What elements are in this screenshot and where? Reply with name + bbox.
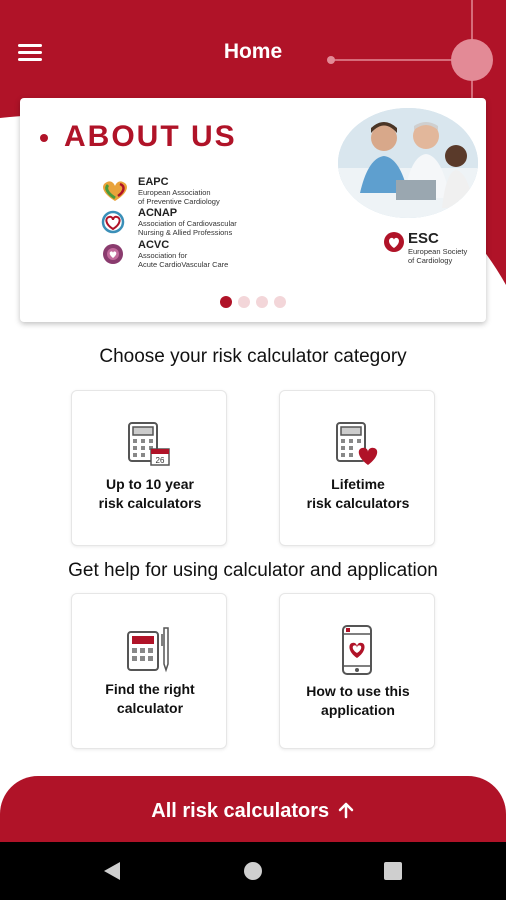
tile-label [280, 682, 436, 720]
calendar-day: 26 [155, 456, 165, 465]
association-abbr: ACVC [138, 239, 170, 251]
app-header [0, 0, 506, 100]
page-indicator-4[interactable] [274, 296, 286, 308]
esc-name-line1: European Society [408, 247, 468, 256]
association-acnap [98, 207, 237, 237]
bottom-label [0, 800, 506, 823]
back-triangle-icon[interactable] [102, 860, 122, 882]
tile-label-line2: application [321, 702, 395, 718]
association-name-line2: Nursing & Allied Professions [138, 228, 233, 237]
eapc-logo-icon [98, 179, 132, 203]
association-name-line2: of Preventive Cardiology [138, 197, 220, 206]
tile-label [280, 475, 436, 513]
tile-label-line2: risk calculators [306, 495, 410, 511]
tile-label-line1: Up to 10 year [106, 476, 194, 492]
tile-label-line1: Find the right [105, 681, 195, 697]
phone-heart-icon [340, 624, 374, 676]
section-title-category: Choose your risk calculator category [99, 346, 407, 367]
association-abbr: EAPC [138, 176, 169, 188]
about-carousel[interactable] [20, 98, 486, 322]
calculator-pen-icon [126, 626, 172, 674]
association-acvc [98, 239, 228, 269]
tile-label [72, 475, 228, 513]
association-eapc [98, 176, 220, 206]
esc-logo [382, 231, 467, 265]
calculator-calendar-icon [127, 421, 171, 467]
association-name-line1: European Association [138, 188, 211, 197]
association-name-line1: Association of Cardiovascular [138, 219, 237, 228]
carousel-title: ABOUT US [64, 120, 237, 153]
arrow-up-icon [337, 801, 355, 819]
esc-abbr: ESC [408, 230, 439, 247]
tile-10-year-calculators[interactable] [71, 390, 227, 546]
home-circle-icon[interactable] [243, 860, 263, 882]
calculator-heart-icon [335, 421, 379, 467]
tile-label-line1: How to use this [306, 683, 410, 699]
doctors-photo [338, 108, 478, 218]
acvc-logo-icon [98, 242, 132, 266]
all-risk-calculators-button[interactable] [0, 776, 506, 846]
esc-heart-icon [382, 231, 408, 253]
tile-label-line1: Lifetime [331, 476, 385, 492]
esc-name-line2: of Cardiology [408, 256, 453, 265]
tile-label-line2: risk calculators [98, 495, 202, 511]
association-name-line1: Association for [138, 251, 188, 260]
page-indicator-3[interactable] [256, 296, 268, 308]
page-indicator-2[interactable] [238, 296, 250, 308]
tile-label [72, 680, 228, 718]
association-abbr: ACNAP [138, 207, 178, 219]
page-indicator-1[interactable] [220, 296, 232, 308]
bullet-dot [40, 134, 48, 142]
tile-find-calculator[interactable] [71, 593, 227, 749]
tile-lifetime-calculators[interactable] [279, 390, 435, 546]
recents-square-icon[interactable] [383, 860, 403, 882]
carousel-pagination [20, 296, 486, 308]
association-name-line2: Acute CardioVascular Care [138, 260, 229, 269]
acnap-logo-icon [98, 210, 132, 234]
section-title-help: Get help for using calculator and application [68, 560, 438, 581]
tile-label-line2: calculator [116, 700, 184, 716]
all-risk-calculators-label: All risk calculators [151, 800, 330, 822]
system-navigation-bar [0, 842, 506, 900]
page-title: Home [223, 40, 283, 63]
tile-how-to-use[interactable] [279, 593, 435, 749]
